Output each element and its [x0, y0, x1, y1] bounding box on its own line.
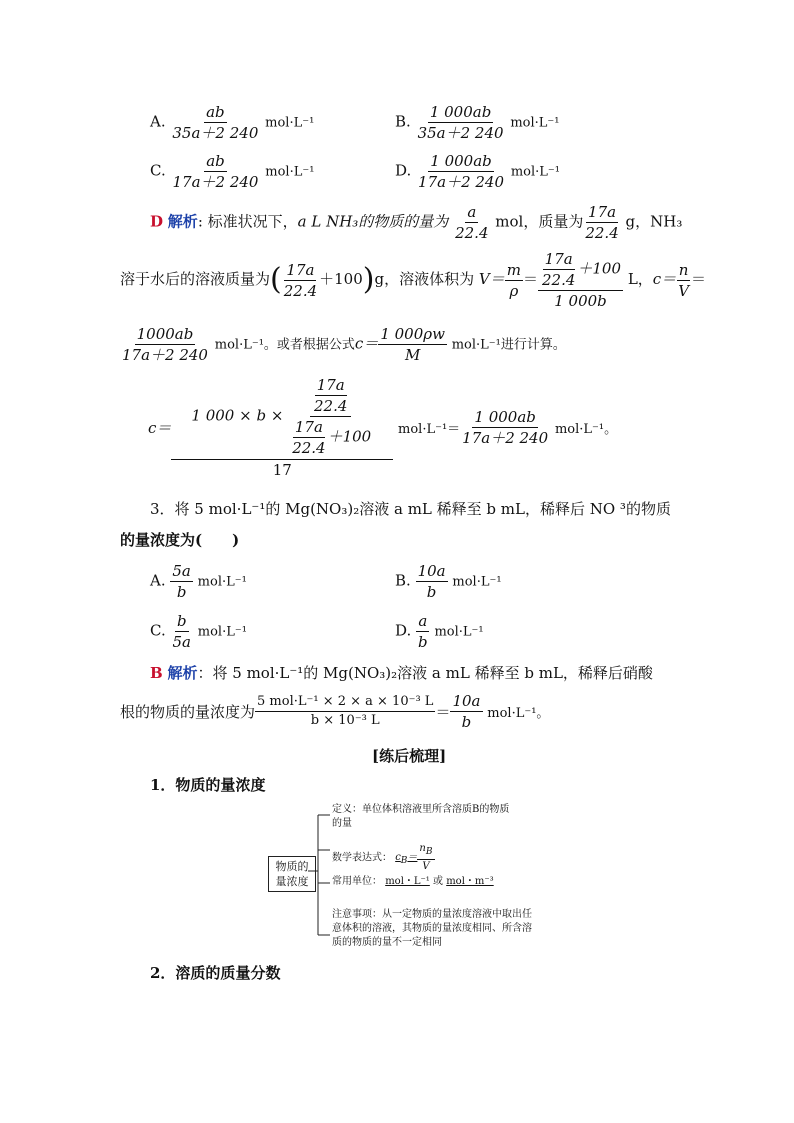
section-1-title: 1．物质的量浓度 [150, 776, 266, 794]
q2-option-b-fraction: $\frac{1 000ab}{35a+2 240}$ [417, 103, 504, 142]
q3-jiexi-label: 解析 [167, 664, 198, 682]
q3-option-a: A. $\frac{5a}{b}$ mol·L⁻¹ [150, 562, 247, 601]
q3-option-d: D. $\frac{a}{b}$ mol·L⁻¹ [395, 612, 484, 651]
mindmap-notes: 注意事项：从一定物质的量浓度溶液中取出任 意体积的溶液，其物质的量浓度相同、所含溶 质的物质的量不一定相同 [332, 909, 532, 948]
q2-option-d: D. $\frac{1 000ab}{17a+2 240}$ mol·L⁻¹ [395, 152, 560, 191]
q2-explanation-line3: $\frac{1000ab}{17a+2 240}$ mol·L⁻¹。或者根据公式c＝ $\frac{1 000\rho w}{M}$ mol·L⁻¹进行计算。 [122, 325, 566, 364]
q2-option-d-fraction: $\frac{1 000ab}{17a+2 240}$ [418, 152, 505, 191]
q3-option-b: B. $\frac{10a}{b}$ mol·L⁻¹ [395, 562, 502, 601]
q3-explanation-fraction: $\frac{\text{5 mol·L⁻¹ × 2 × a × 10⁻³ L}}{\text{b × 10⁻³ L}}$ [257, 694, 434, 728]
q2-big-equation: c＝ 1 000 × b × $\frac{17a}{22.4}$ $\frac{17a}{22.4}$ ＋100 17 mol·L⁻¹＝ $\frac{1 000ab}{17a+2 240}$ mol·L⁻¹。 [148, 376, 618, 479]
q2-option-b: B. $\frac{1 000ab}{35a+2 240}$ mol·L⁻¹ [395, 103, 560, 142]
q2-option-c-fraction: $\frac{ab}{17a+2 240}$ [172, 152, 259, 191]
mindmap-center: 物质的 量浓度 [268, 856, 316, 892]
q2-option-a: A. $\frac{ab}{35a+2 240}$ mol·L⁻¹ [150, 103, 315, 142]
q2-volume-fraction: $\frac{17a}{22.4}$ ＋100 1 000b [538, 250, 623, 310]
q2-answer: D [150, 212, 164, 231]
q3-answer: B [150, 664, 163, 682]
mindmap-units: 常用单位： mol・L⁻¹ 或 mol・m⁻³ [332, 876, 494, 887]
q3-option-c: C. $\frac{b}{5a}$ mol·L⁻¹ [150, 612, 247, 651]
q2-option-c: C. $\frac{ab}{17a+2 240}$ mol·L⁻¹ [150, 152, 315, 191]
q3-explanation-line1: B 解析：将 5 mol·L⁻¹的 Mg(NO₃)₂溶液 a mL 稀释至 b mL，稀释后硝酸 [150, 664, 653, 682]
q2-explanation-line1: D 解析: 标准状况下，a L NH₃的物质的量为 $\frac{a}{22.4}$ mol，质量为 $\frac{17a}{22.4}$ g，NH₃ [150, 203, 683, 242]
q2-big-fraction: 1 000 × b × $\frac{17a}{22.4}$ $\frac{17a}{22.4}$ ＋100 17 [171, 376, 393, 479]
q2-explanation-line2: 溶于水后的溶液质量为( $\frac{17a}{22.4}$ ＋100)g，溶液体积为 V＝ $\frac{m}{\rho}$ ＝ $\frac{17a}{22.4}$ ＋100 1 000b L，c＝ $\frac{n}{V}$ ＝ [120, 250, 707, 310]
q2-jiexi-label: 解析 [167, 212, 198, 231]
q3-stem-line1: 3．将 5 mol·L⁻¹的 Mg(NO₃)₂溶液 a mL 稀释至 b mL，稀释后 NO ³的物质 [150, 500, 671, 518]
section-2-title: 2．溶质的质量分数 [150, 964, 281, 982]
mindmap-expression: 数学表达式： $c_B=$ $\frac{n_B}{V}$ [332, 843, 433, 872]
mindmap-definition: 定义：单位体积溶液里所含溶质B的物质 的量 [332, 804, 510, 829]
summary-heading: [练后梳理] [372, 747, 447, 765]
q3-explanation-line2: 根的物质的量浓度为 $\frac{\text{5 mol·L⁻¹ × 2 × a × 10⁻³ L}}{\text{b × 10⁻³ L}}$ ＝ $\frac{10a}{b}$ mol·L⁻¹。 [120, 692, 550, 731]
q3-stem-line2: 的量浓度为( ) [120, 531, 240, 549]
q2-option-a-fraction: $\frac{ab}{35a+2 240}$ [172, 103, 259, 142]
